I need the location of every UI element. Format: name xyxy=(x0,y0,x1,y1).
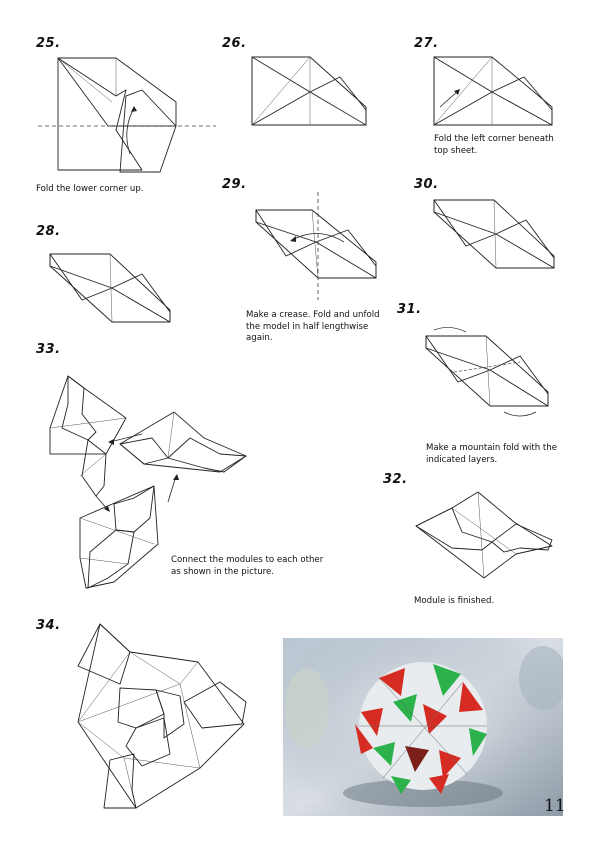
step-27-diagram xyxy=(432,55,558,130)
step-32-diagram xyxy=(412,488,557,584)
step-26-number: 26. xyxy=(222,36,247,51)
step-31-caption-line-1: Make a mountain fold with the xyxy=(426,443,558,453)
step-29-caption-line-1: Make a crease. Fold and unfold xyxy=(246,310,380,320)
step-34-diagram xyxy=(70,618,250,812)
step-25-caption: Fold the lower corner up. xyxy=(36,184,144,194)
step-32-caption: Module is finished. xyxy=(414,596,495,606)
step-29-caption xyxy=(246,310,380,345)
step-32-number: 32. xyxy=(383,472,408,487)
step-29-caption-line-2: the model in half lengthwise xyxy=(246,321,369,332)
step-33-caption-line-1: Connect the modules to each other xyxy=(171,555,324,565)
step-29-number: 29. xyxy=(222,177,247,192)
step-28-diagram xyxy=(48,250,174,326)
step-31-diagram xyxy=(420,322,555,422)
step-26-diagram xyxy=(250,55,372,130)
step-33-caption-line-2: as shown in the picture. xyxy=(171,566,275,577)
finished-model-photo xyxy=(283,638,563,816)
step-30-number: 30. xyxy=(414,177,439,192)
step-31-caption-line-2: indicated layers. xyxy=(426,454,498,465)
step-27-number: 27. xyxy=(414,36,439,51)
step-25-number: 25. xyxy=(36,36,61,51)
step-27-caption-line-2: top sheet. xyxy=(434,145,478,156)
step-27-caption xyxy=(434,134,554,157)
page-number: 11 xyxy=(544,796,566,816)
step-27-caption-line-1: Fold the left corner beneath xyxy=(434,134,554,144)
step-29-caption-line-3: again. xyxy=(246,333,273,344)
step-31-number: 31. xyxy=(397,302,422,317)
step-29-diagram xyxy=(252,190,380,302)
step-25-diagram xyxy=(30,50,220,180)
step-28-number: 28. xyxy=(36,224,61,239)
step-30-diagram xyxy=(432,196,558,272)
finished-model-image xyxy=(283,638,563,816)
step-31-caption xyxy=(426,443,557,466)
step-33-caption xyxy=(171,555,323,578)
step-33-number: 33. xyxy=(36,342,61,357)
step-34-number: 34. xyxy=(36,618,61,633)
